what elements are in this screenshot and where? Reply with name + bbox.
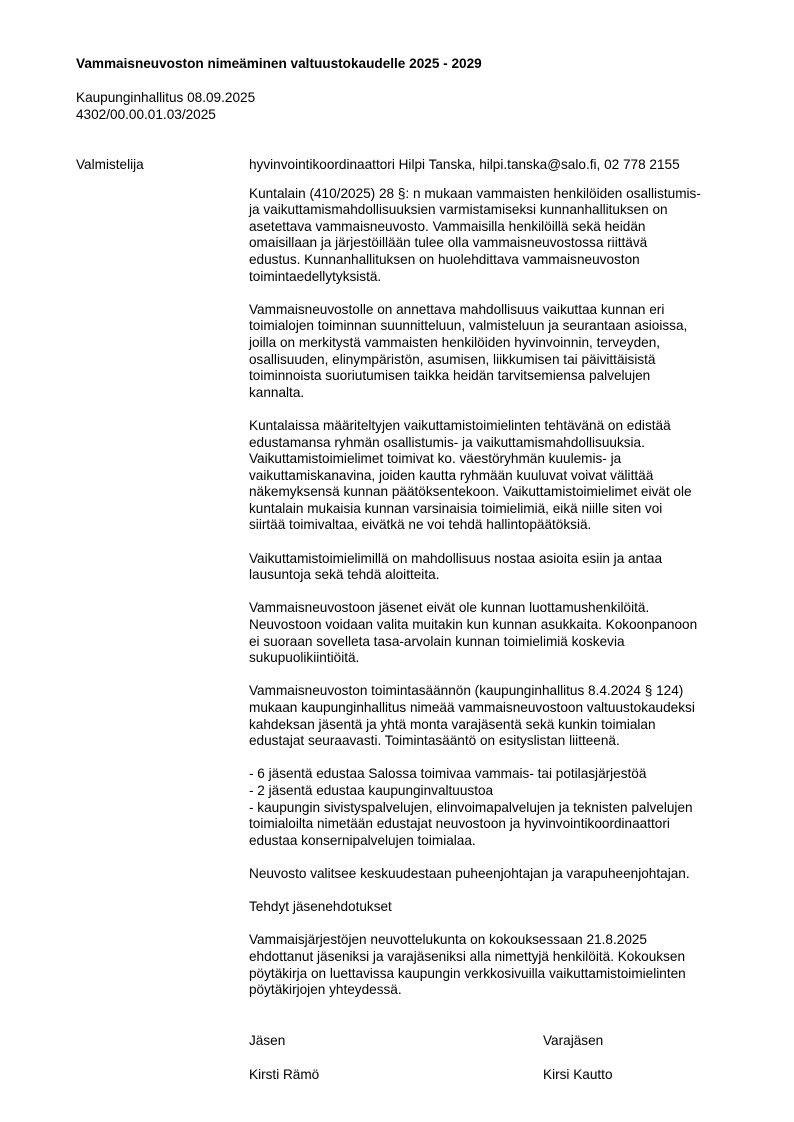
- paragraph-line: omaisillaan ja järjestöillään tulee olla vammaisneuvostossa riittävä: [249, 235, 648, 251]
- paragraph-line: Vaikuttamistoimielimillä on mahdollisuus nostaa asioita esiin ja antaa: [249, 550, 663, 566]
- body-paragraph: [249, 302, 749, 402]
- paragraph-line: Vammaisneuvostolle on annettava mahdollisuus vaikuttaa kunnan eri: [249, 301, 665, 317]
- body-paragraph: [249, 418, 749, 534]
- paragraph-line: lausuntoja sekä tehdä aloitteita.: [249, 567, 440, 583]
- paragraph-line: ei suoraan sovelleta tasa-arvolain kunnan toimielimiä koskevia: [249, 633, 625, 649]
- paragraph-line: asetettava vammaisneuvosto. Vammaisilla henkilöillä sekä heidän: [249, 218, 646, 234]
- paragraph-line: toimintaedellytyksistä.: [249, 268, 382, 284]
- paragraph-line: Kuntalain (410/2025) 28 §: n mukaan vammaisten henkilöiden osallistumis-: [249, 185, 701, 201]
- paragraph-line: edustaa konsernipalvelujen toimialaa.: [249, 832, 476, 848]
- paragraph-line: toimialoilta nimetään edustajat neuvostoon ja hyvinvointikoordinaattori: [249, 816, 670, 832]
- body-paragraph: [249, 186, 749, 286]
- paragraph-line: Vaikuttamistoimielimet toimivat ko. väestöryhmän kuulemis- ja: [249, 451, 622, 467]
- body-paragraph: [249, 683, 749, 749]
- body-paragraph: [249, 551, 749, 584]
- paragraph-line: ja vaikuttamismahdollisuuksien varmistamiseksi kunnanhallituksen on: [249, 202, 668, 218]
- paragraph-line: Vammaisjärjestöjen neuvottelukunta on kokouksessaan 21.8.2025: [249, 932, 647, 948]
- paragraph-line: osallisuuden, elinympäristön, asumisen, liikkumisen tai päivittäisistä: [249, 351, 656, 367]
- paragraph-line: kuntalain mukaisia kunnan varsinaisia toimielimiä, eikä niille siten voi: [249, 500, 663, 516]
- paragraph-line: vaikuttamiskanavina, joiden kautta ryhmään kuuluvat voivat välittää: [249, 467, 654, 483]
- paragraph-line: - kaupungin sivistyspalvelujen, elinvoimapalvelujen ja teknisten palvelujen: [249, 799, 693, 815]
- paragraph-line: Tehdyt jäsenehdotukset: [249, 899, 392, 915]
- body-paragraph: [249, 766, 749, 849]
- document-title: Vammaisneuvoston nimeäminen valtuustokaudelle 2025 - 2029: [76, 56, 482, 71]
- paragraph-line: näkemyksensä kunnan päätöksentekoon. Vaikuttamistoimielimet eivät ole: [249, 484, 692, 500]
- paragraph-line: Neuvosto valitsee keskuudestaan puheenjohtajan ja varapuheenjohtajan.: [249, 865, 690, 881]
- paragraph-line: joilla on merkitystä vammaisten henkilöiden hyvinvoinnin, terveyden,: [249, 334, 661, 350]
- paragraph-line: - 2 jäsentä edustaa kaupunginvaltuustoa: [249, 782, 494, 798]
- paragraph-line: Vammaisneuvostoon jäsenet eivät ole kunnan luottamushenkilöitä.: [249, 600, 650, 616]
- paragraph-line: Kuntalaissa määriteltyjen vaikuttamistoimielinten tehtävänä on edistää: [249, 417, 671, 433]
- meeting-info: [76, 90, 255, 123]
- paragraph-line: edustamansa ryhmän osallistumis- ja vaikuttamismahdollisuuksia.: [249, 434, 645, 450]
- meeting-name: Kaupunginhallitus 08.09.2025: [76, 90, 256, 105]
- deputy-name: Kirsi Kautto: [543, 1067, 613, 1082]
- paragraph-line: pöytäkirja on luettavissa kaupungin verkkosivuilla vaikuttamistoimielinten: [249, 965, 686, 981]
- paragraph-line: siirtää toimivaltaa, eivätkä ne voi tehdä hallintopäätöksiä.: [249, 517, 592, 533]
- paragraph-line: edustajat seuraavasti. Toimintasääntö on esityslistan liitteenä.: [249, 733, 620, 749]
- member-name: Kirsti Rämö: [249, 1067, 320, 1082]
- preparer-label: Valmistelija: [76, 157, 144, 172]
- paragraph-line: - 6 jäsentä edustaa Salossa toimivaa vammais- tai potilasjärjestöä: [249, 766, 647, 782]
- paragraph-line: pöytäkirjojen yhteydessä.: [249, 982, 402, 998]
- member-row: [249, 1067, 729, 1085]
- member-column-header: Jäsen: [249, 1033, 286, 1048]
- members-table: [249, 1033, 729, 1101]
- members-header-row: [249, 1033, 729, 1051]
- document-body: [249, 157, 749, 1015]
- preparer-info: hyvinvointikoordinaattori Hilpi Tanska, hilpi.tanska@salo.fi, 02 778 2155: [249, 157, 680, 172]
- paragraph-line: edustus. Kunnanhallituksen on huolehdittava vammaisneuvoston: [249, 251, 640, 267]
- paragraph-line: ehdottanut jäseniksi ja varajäseniksi alla nimettyjä henkilöitä. Kokouksen: [249, 948, 686, 964]
- body-paragraph: [249, 899, 749, 916]
- paragraph-line: mukaan kaupunginhallitus nimeää vammaisneuvostoon valtuustokaudeksi: [249, 700, 695, 715]
- body-paragraph: [249, 600, 749, 666]
- paragraph-line: Vammaisneuvoston toimintasäännön (kaupunginhallitus 8.4.2024 § 124): [249, 683, 684, 699]
- paragraph-line: toimialojen toiminnan suunnitteluun, valmisteluun ja seurantaan asioissa,: [249, 318, 688, 334]
- paragraph-line: toiminnoista suoriutumisen taikka heidän tarvitsemiensa palvelujen: [249, 368, 651, 384]
- paragraph-line: Neuvostoon voidaan valita muitakin kun kunnan asukkaita. Kokoonpanoon: [249, 617, 698, 633]
- paragraph-line: kahdeksan jäsentä ja yhtä monta varajäsentä sekä kunkin toimialan: [249, 716, 656, 732]
- body-paragraph: [249, 932, 749, 998]
- body-paragraph: [249, 866, 749, 883]
- deputy-column-header: Varajäsen: [543, 1033, 604, 1048]
- paragraph-line: kannalta.: [249, 384, 305, 400]
- paragraph-line: sukupuolikiintiöitä.: [249, 650, 360, 666]
- record-id: 4302/00.00.01.03/2025: [76, 106, 216, 122]
